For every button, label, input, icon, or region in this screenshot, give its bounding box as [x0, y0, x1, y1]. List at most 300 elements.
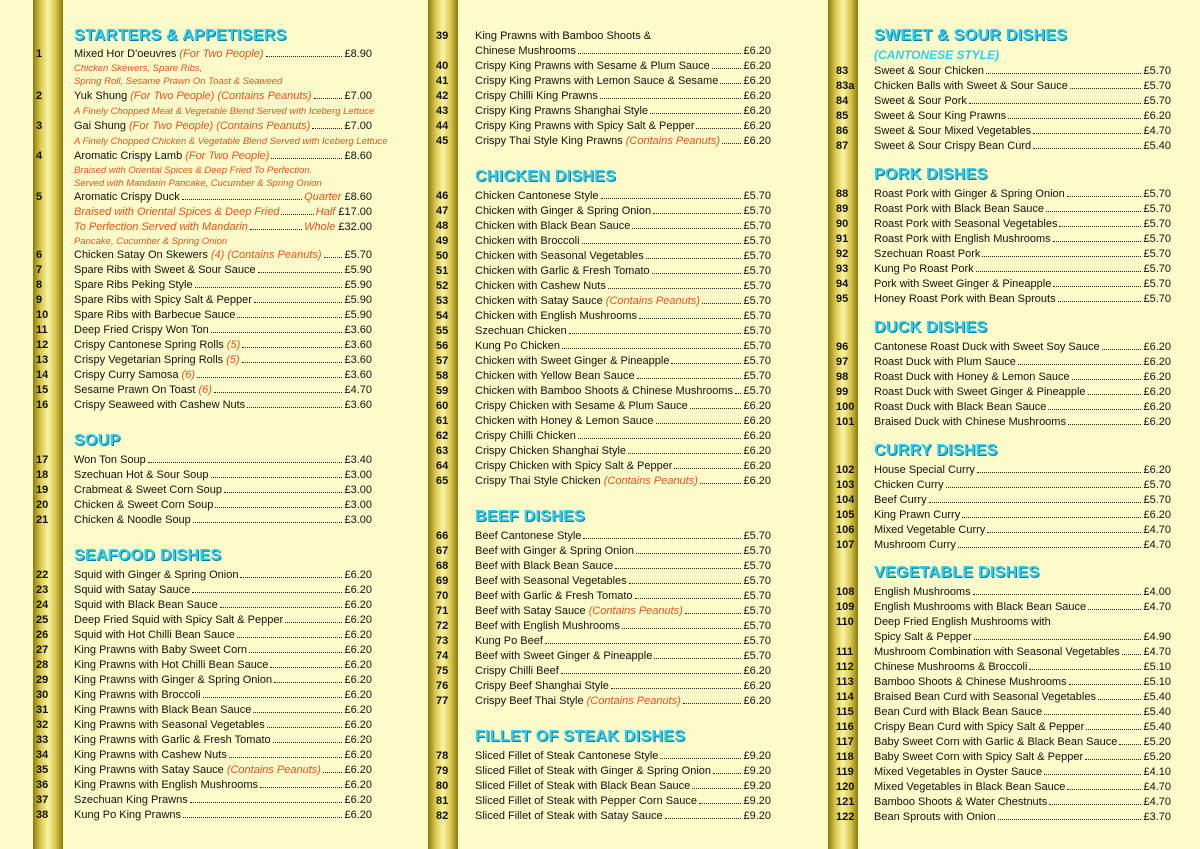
- item-price: £5.90: [344, 309, 372, 321]
- item-price: £6.20: [1143, 356, 1171, 368]
- item-number: 80: [436, 780, 449, 792]
- menu-item: [836, 810, 1171, 824]
- item-name: Spicy Salt & Pepper: [874, 631, 972, 643]
- item-name: Chicken with Black Bean Sauce: [475, 220, 631, 232]
- item-number: 95: [836, 293, 849, 305]
- menu-item: [836, 124, 1171, 138]
- item-number: 34: [36, 749, 49, 761]
- item-name: Mushroom Curry: [874, 539, 956, 551]
- item-number: 102: [836, 464, 855, 476]
- item-name: Crispy Chicken with Sesame & Plum Sauce: [475, 400, 688, 412]
- item-number: 84: [836, 95, 849, 107]
- item-price: £5.70: [1143, 494, 1171, 506]
- menu-item: [836, 508, 1171, 522]
- dot-leader: [962, 517, 1141, 518]
- dot-leader: [1119, 744, 1141, 745]
- item-name: Sliced Fillet of Steak with Black Bean Sauce: [475, 780, 691, 792]
- item-price: £4.10: [1143, 766, 1171, 778]
- item-number: 109: [836, 601, 855, 613]
- dot-leader: [1072, 379, 1142, 380]
- item-name: King Prawns with Cashew Nuts: [74, 749, 227, 761]
- item-price: £5.70: [1143, 479, 1171, 491]
- item-price: £5.70: [1143, 203, 1171, 215]
- item-number: 9: [36, 294, 43, 306]
- menu-item: [836, 232, 1171, 246]
- item-number: 92: [836, 248, 849, 260]
- item-number: 98: [836, 371, 849, 383]
- dot-leader: [982, 256, 1141, 257]
- dot-leader: [1122, 654, 1142, 655]
- item-name: Roast Pork with Black Bean Sauce: [874, 203, 1044, 215]
- item-price: £5.70: [743, 250, 771, 262]
- menu-item: [836, 355, 1171, 369]
- item-price: £6.20: [1143, 371, 1171, 383]
- item-name: Sweet & Sour Chicken: [874, 65, 985, 77]
- item-price: £5.20: [1143, 751, 1171, 763]
- item-number: 119: [836, 766, 854, 778]
- item-number: 104: [836, 494, 855, 506]
- item-number: 53: [436, 295, 449, 307]
- item-number: 63: [436, 445, 449, 457]
- item-number: 60: [436, 400, 449, 412]
- item-name: Crispy Chilli Chicken: [475, 430, 576, 442]
- item-price: £6.20: [1143, 416, 1171, 428]
- item-note: (For Two People) (Contains Peanuts): [128, 120, 311, 132]
- item-price: £3.60: [344, 324, 372, 336]
- item-name: Crispy Cantonese Spring Rolls: [74, 339, 224, 351]
- item-price: £6.20: [1143, 110, 1171, 122]
- item-price: £9.20: [743, 795, 771, 807]
- item-price: £6.20: [743, 45, 771, 57]
- item-name: Kung Po Chicken: [475, 340, 560, 352]
- item-description: To Perfection Served with Mandarin: [74, 221, 248, 233]
- item-number: 99: [836, 386, 849, 398]
- item-number: 70: [436, 590, 449, 602]
- item-number: 79: [436, 765, 449, 777]
- item-number: 14: [36, 369, 49, 381]
- dot-leader: [973, 594, 1142, 595]
- item-price: £3.00: [344, 469, 372, 481]
- item-number: 47: [436, 205, 449, 217]
- item-price: £5.70: [743, 575, 771, 587]
- menu-item: [836, 262, 1171, 276]
- item-price: £4.70: [344, 384, 372, 396]
- item-name: King Prawns with Ginger & Spring Onion: [74, 674, 273, 686]
- dot-leader: [1018, 364, 1142, 365]
- item-note: (5): [226, 354, 240, 366]
- item-price: £6.20: [1143, 464, 1171, 476]
- item-price: £4.70: [1143, 539, 1171, 551]
- item-number: 44: [436, 120, 449, 132]
- item-description: A Finely Chopped Chicken & Vegetable Blend Served with Iceberg Lettuce: [74, 136, 388, 147]
- item-price: £6.20: [743, 120, 771, 132]
- item-price: £5.70: [743, 340, 771, 352]
- item-note: (5): [226, 339, 241, 351]
- item-price: £6.20: [1143, 509, 1171, 521]
- item-price: £6.20: [344, 674, 372, 686]
- item-price: £4.70: [1143, 781, 1171, 793]
- dot-leader: [1098, 699, 1141, 700]
- item-note: (Contains Peanuts): [603, 475, 698, 487]
- item-name: Crispy Chilli Beef: [475, 665, 559, 677]
- item-number: 23: [36, 584, 49, 596]
- dot-leader: [1102, 349, 1142, 350]
- dot-leader: [974, 639, 1142, 640]
- dot-leader: [1067, 196, 1142, 197]
- section-heading: DUCK DISHES: [874, 319, 988, 336]
- item-note: (Contains Peanuts): [226, 764, 321, 776]
- item-price: £6.20: [743, 430, 771, 442]
- item-price: £4.90: [1143, 631, 1171, 643]
- item-price: £5.90: [344, 279, 372, 291]
- item-number: 2: [36, 90, 43, 102]
- item-name: Deep Fried Squid with Spicy Salt & Pepper: [74, 614, 284, 626]
- dot-leader: [1068, 424, 1142, 425]
- item-description: Served with Mandarin Pancake, Cucumber & Spring Onion: [74, 178, 322, 189]
- menu-item: [836, 109, 1171, 123]
- section-heading: SWEET & SOUR DISHES: [874, 27, 1068, 44]
- item-name: Gai Shung: [74, 120, 126, 132]
- menu-item: [874, 630, 1171, 644]
- item-name: Sesame Prawn On Toast: [74, 384, 196, 396]
- item-number: 12: [36, 339, 49, 351]
- section-heading: CHICKEN DISHES: [475, 168, 617, 185]
- section-heading: CURRY DISHES: [874, 442, 998, 459]
- item-name: King Prawns with Broccoli: [74, 689, 201, 701]
- item-number: 52: [436, 280, 449, 292]
- dot-leader: [1059, 226, 1141, 227]
- item-number: 66: [436, 530, 449, 542]
- item-number: 36: [36, 779, 49, 791]
- item-number: 50: [436, 250, 449, 262]
- item-name: Cantonese Roast Duck with Sweet Soy Sauce: [874, 341, 1100, 353]
- item-price: £5.70: [1143, 248, 1171, 260]
- item-number: 27: [36, 644, 49, 656]
- item-name: Roast Duck with Sweet Ginger & Pineapple: [874, 386, 1086, 398]
- section-heading: VEGETABLE DISHES: [874, 564, 1040, 581]
- item-price: £5.40: [1143, 706, 1171, 718]
- dot-leader: [977, 472, 1142, 473]
- item-name: Sweet & Sour Mixed Vegetables: [874, 125, 1032, 137]
- section-heading: STARTERS & APPETISERS: [74, 27, 287, 44]
- item-name: Spare Ribs with Sweet & Sour Sauce: [74, 264, 256, 276]
- item-name: Crispy King Prawns with Sesame & Plum Sauce: [475, 60, 710, 72]
- menu-item: [836, 795, 1171, 809]
- item-price: £6.20: [743, 415, 771, 427]
- item-number: 5: [36, 191, 43, 203]
- item-note: (6): [198, 384, 212, 396]
- item-number: 118: [836, 751, 854, 763]
- menu-item: [836, 750, 1171, 764]
- item-price: £3.60: [344, 369, 372, 381]
- item-price: £6.20: [1143, 401, 1171, 413]
- menu-item: [836, 292, 1171, 306]
- dot-leader: [1088, 394, 1142, 395]
- item-price: £9.20: [743, 765, 771, 777]
- item-number: 29: [36, 674, 49, 686]
- item-number: 59: [436, 385, 449, 397]
- item-name: Bean Curd with Black Bean Sauce: [874, 706, 1043, 718]
- menu-item: [836, 765, 1171, 779]
- item-name: Roast Duck with Plum Sauce: [874, 356, 1016, 368]
- item-price: £5.70: [743, 310, 771, 322]
- item-note: (Contains Peanuts): [625, 135, 720, 147]
- dot-leader: [976, 271, 1142, 272]
- item-name: Chicken with Garlic & Fresh Tomato: [475, 265, 650, 277]
- item-price: £3.00: [344, 499, 372, 511]
- item-price: £6.20: [743, 400, 771, 412]
- menu-item: [836, 187, 1171, 201]
- item-description: Braised with Oriental Spices & Deep Fried To Perfection.: [74, 165, 313, 176]
- item-number: 68: [436, 560, 449, 572]
- item-price: £5.70: [743, 295, 771, 307]
- item-price: £5.70: [1143, 188, 1171, 200]
- section-heading: SOUP: [74, 432, 121, 449]
- item-number: 111: [836, 646, 854, 658]
- item-name: Chicken with Honey & Lemon Sauce: [475, 415, 654, 427]
- dot-leader: [1033, 133, 1141, 134]
- item-price: £5.70: [743, 220, 771, 232]
- item-number: 74: [436, 650, 449, 662]
- item-name: Roast Pork with Seasonal Vegetables: [874, 218, 1058, 230]
- item-name: King Prawns with Satay Sauce: [74, 764, 224, 776]
- item-name: Braised Duck with Chinese Mushrooms: [874, 416, 1066, 428]
- menu-item: [836, 277, 1171, 291]
- section-subheading: (CANTONESE STYLE): [874, 48, 1000, 62]
- item-number: 11: [36, 324, 48, 336]
- item-price: £5.70: [743, 635, 771, 647]
- item-price: £5.70: [1143, 293, 1171, 305]
- item-number: 105: [836, 509, 855, 521]
- item-name: Kung Po Beef: [475, 635, 543, 647]
- item-price: £9.20: [743, 750, 771, 762]
- item-name: Beef Cantonese Style: [475, 530, 582, 542]
- item-number: 16: [36, 399, 49, 411]
- item-number: 91: [836, 233, 849, 245]
- item-number: 61: [436, 415, 449, 427]
- item-price: £5.70: [743, 235, 771, 247]
- item-number: 72: [436, 620, 449, 632]
- dot-leader: [1069, 684, 1142, 685]
- item-number: 85: [836, 110, 849, 122]
- item-price: £6.20: [344, 659, 372, 671]
- menu-item: [836, 585, 1171, 599]
- item-price: £6.20: [344, 644, 372, 656]
- dot-leader: [1088, 609, 1141, 610]
- item-price: £6.20: [743, 105, 771, 117]
- item-number: 62: [436, 430, 449, 442]
- item-number: 6: [36, 249, 43, 261]
- item-number: 31: [36, 704, 49, 716]
- item-name: Crispy Chicken with Spicy Salt & Pepper: [475, 460, 673, 472]
- item-number: 88: [836, 188, 849, 200]
- dot-leader: [1086, 729, 1141, 730]
- section-heading: PORK DISHES: [874, 166, 988, 183]
- item-name: Crispy Beef Thai Style: [475, 695, 584, 707]
- item-name: Chicken with Cashew Nuts: [475, 280, 606, 292]
- item-number: 28: [36, 659, 49, 671]
- menu-item: [836, 690, 1171, 704]
- item-number: 75: [436, 665, 449, 677]
- item-name: Braised Bean Curd with Seasonal Vegetables: [874, 691, 1096, 703]
- item-price: £6.20: [344, 734, 372, 746]
- item-price: £5.70: [344, 249, 372, 261]
- dot-leader: [1044, 774, 1141, 775]
- item-name: Baby Sweet Corn with Spicy Salt & Pepper: [874, 751, 1084, 763]
- item-number: 101: [836, 416, 855, 428]
- item-name: Roast Duck with Honey & Lemon Sauce: [874, 371, 1070, 383]
- item-price: £5.70: [743, 545, 771, 557]
- item-note: (Contains Peanuts): [586, 695, 681, 707]
- menu-item: [836, 94, 1171, 108]
- item-note: (For Two People) (Contains Peanuts): [130, 90, 312, 102]
- item-name: Spare Ribs with Spicy Salt & Pepper: [74, 294, 252, 306]
- item-name: Crispy Beef Shanghai Style: [475, 680, 609, 692]
- item-number: 33: [36, 734, 49, 746]
- dot-leader: [1053, 241, 1142, 242]
- item-name: Chicken Satay On Skewers: [74, 249, 208, 261]
- dot-leader: [1085, 759, 1141, 760]
- item-price: £5.70: [743, 650, 771, 662]
- item-name: Szechuan Chicken: [475, 325, 567, 337]
- item-price: £3.00: [344, 484, 372, 496]
- item-price: £6.20: [344, 689, 372, 701]
- item-name: Sweet & Sour King Prawns: [874, 110, 1007, 122]
- item-price: £6.20: [344, 794, 372, 806]
- item-price: £17.00: [338, 206, 372, 218]
- item-price: £32.00: [338, 221, 372, 233]
- menu-item: [836, 79, 1171, 93]
- item-number: 89: [836, 203, 849, 215]
- dot-leader: [1067, 789, 1141, 790]
- item-price: £6.20: [743, 680, 771, 692]
- item-price: £5.70: [1143, 95, 1171, 107]
- section-heading: FILLET OF STEAK DISHES: [475, 728, 686, 745]
- item-name: Sliced Fillet of Steak Cantonese Style: [475, 750, 659, 762]
- item-name: Crispy Curry Samosa: [74, 369, 179, 381]
- item-price: £6.20: [344, 749, 372, 761]
- item-price: £5.10: [1143, 676, 1171, 688]
- item-name: Szechuan Roast Pork: [874, 248, 981, 260]
- item-price: £4.70: [1143, 601, 1171, 613]
- item-price: £6.20: [344, 719, 372, 731]
- item-price: £6.20: [743, 135, 771, 147]
- item-note: (For Two People): [179, 48, 264, 60]
- item-name: Crispy Bean Curd with Spicy Salt & Pepper: [874, 721, 1085, 733]
- item-price: £5.70: [1143, 65, 1171, 77]
- item-price: £5.40: [1143, 140, 1171, 152]
- item-note: (4) (Contains Peanuts): [210, 249, 322, 261]
- item-number: 107: [836, 539, 855, 551]
- menu-item: [836, 493, 1171, 507]
- item-number: 30: [36, 689, 49, 701]
- item-number: 41: [436, 75, 449, 87]
- item-name: Chinese Mushrooms & Broccoli: [874, 661, 1028, 673]
- section-heading: SEAFOOD DISHES: [74, 547, 222, 564]
- item-name: Spare Ribs with Barbecue Sauce: [74, 309, 236, 321]
- item-name: Beef Curry: [874, 494, 927, 506]
- item-name: Sliced Fillet of Steak with Ginger & Spring Onion: [475, 765, 712, 777]
- item-name: Mushroom Combination with Seasonal Vegetables: [874, 646, 1120, 658]
- item-name: Mixed Vegetable Curry: [874, 524, 986, 536]
- item-name: Squid with Ginger & Spring Onion: [74, 569, 239, 581]
- item-name: Squid with Black Bean Sauce: [74, 599, 218, 611]
- item-name: Mixed Vegetables in Oyster Sauce: [874, 766, 1043, 778]
- item-price: £5.70: [743, 530, 771, 542]
- item-number: 54: [436, 310, 449, 322]
- item-name: Chicken Balls with Sweet & Sour Sauce: [874, 80, 1068, 92]
- item-number: 10: [36, 309, 49, 321]
- item-name: Chicken Cantonese Style: [475, 190, 599, 202]
- menu-item: [836, 675, 1171, 689]
- item-price: £5.90: [344, 264, 372, 276]
- item-price: £6.20: [344, 614, 372, 626]
- item-price: £5.70: [743, 205, 771, 217]
- item-name: Chinese Mushrooms: [475, 45, 576, 57]
- item-price: £5.70: [743, 280, 771, 292]
- item-price: £5.70: [743, 325, 771, 337]
- item-number: 58: [436, 370, 449, 382]
- item-number: 18: [36, 469, 49, 481]
- item-price: £3.00: [344, 514, 372, 526]
- item-price: £6.20: [743, 460, 771, 472]
- menu-item: [836, 705, 1171, 719]
- item-name: Sliced Fillet of Steak with Satay Sauce: [475, 810, 663, 822]
- item-price: £6.20: [743, 60, 771, 72]
- item-number: 97: [836, 356, 849, 368]
- dot-leader: [987, 532, 1141, 533]
- item-number: 108: [836, 586, 855, 598]
- item-number: 64: [436, 460, 449, 472]
- dot-leader: [1048, 409, 1141, 410]
- item-number: 46: [436, 190, 449, 202]
- dot-leader: [1008, 118, 1141, 119]
- item-number: 3: [36, 120, 43, 132]
- item-description: Chicken Skewers, Spare Ribs,: [74, 63, 203, 74]
- menu-item: [836, 202, 1171, 216]
- item-number: 42: [436, 90, 449, 102]
- item-name: Beef with Black Bean Sauce: [475, 560, 614, 572]
- item-price: £5.70: [743, 265, 771, 277]
- item-price: £9.20: [743, 780, 771, 792]
- item-note: (6): [181, 369, 195, 381]
- item-name: Szechuan Hot & Sour Soup: [74, 469, 209, 481]
- item-number: 20: [36, 499, 49, 511]
- dot-leader: [1029, 669, 1141, 670]
- item-number: 112: [836, 661, 854, 673]
- item-price: £3.60: [344, 339, 372, 351]
- menu-item: [836, 523, 1171, 537]
- item-number: 67: [436, 545, 449, 557]
- item-price: £6.20: [743, 90, 771, 102]
- item-name: Roast Pork with English Mushrooms: [874, 233, 1051, 245]
- item-number: 39: [436, 30, 449, 42]
- item-number: 106: [836, 524, 855, 536]
- item-price: £7.00: [344, 120, 372, 132]
- item-number: 77: [436, 695, 449, 707]
- item-name: Crispy King Prawns with Lemon Sauce & Sesame: [475, 75, 719, 87]
- item-price: £5.40: [1143, 691, 1171, 703]
- item-price: £5.20: [1143, 736, 1171, 748]
- menu-item: [836, 615, 1171, 629]
- item-price: £6.20: [344, 569, 372, 581]
- item-name: Mixed Vegetables in Black Bean Sauce: [874, 781, 1066, 793]
- dot-leader: [946, 487, 1142, 488]
- item-name: Kung Po Roast Pork: [874, 263, 974, 275]
- item-price: £4.70: [1143, 646, 1171, 658]
- item-number: 35: [36, 764, 49, 776]
- item-price: £4.70: [1143, 125, 1171, 137]
